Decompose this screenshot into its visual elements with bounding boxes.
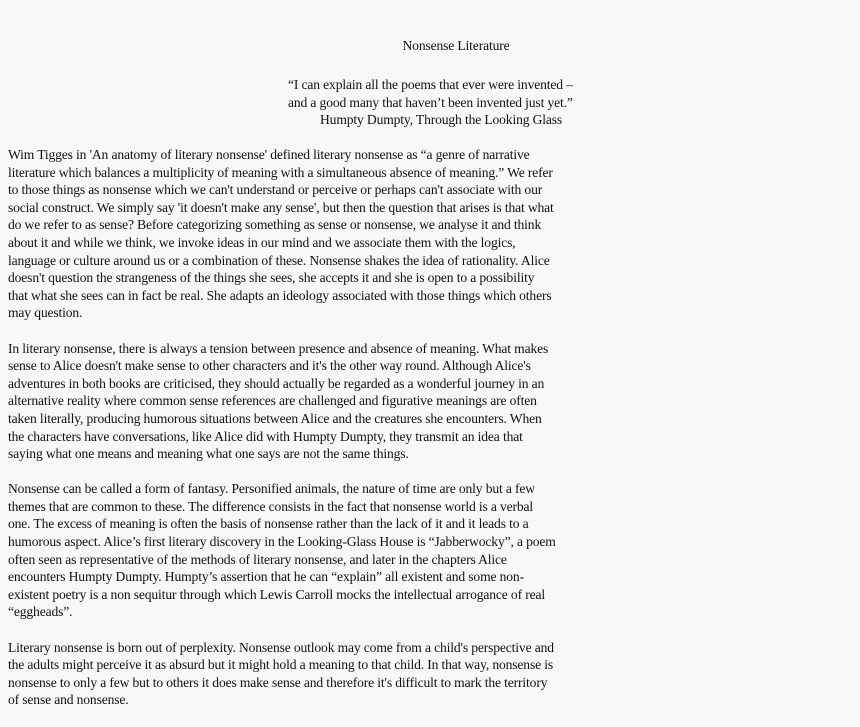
document-body	[8, 146, 848, 727]
text-line: doesn't question the strangeness of the things she sees, she accepts it and she is open to a possibility	[8, 270, 535, 286]
text-line: themes that are common to these. The difference consists in the fact that nonsense world is a verbal	[8, 498, 534, 514]
text-line: do we refer to as sense? Before categorizing something as sense or nonsense, we analyse it and think	[8, 217, 542, 233]
text-line: Wim Tigges in 'An anatomy of literary nonsense' defined literary nonsense as “a genre of narrative	[8, 147, 530, 162]
text-line: about it and while we think, we invoke ideas in our mind and we associate them with the logics,	[8, 234, 516, 250]
text-line: social construct. We simply say 'it doesn't make any sense', but then the question that arises is that what	[8, 199, 554, 215]
text-line: of sense and nonsense.	[8, 692, 129, 708]
text-line: language or culture around us or a combination of these. Nonsense shakes the idea of rationality. Alice	[8, 252, 550, 268]
epigraph-line: “I can explain all the poems that ever were invented –	[288, 77, 573, 92]
text-line: literature which balances a multiplicity of meaning with a simultaneous absence of meaning.” We refer	[8, 164, 553, 180]
text-line: alternative reality where common sense references are challenged and figurative meanings are often	[8, 393, 537, 409]
text-line: the characters have conversations, like Alice did with Humpty Dumpty, they transmit an idea that	[8, 428, 523, 444]
title-text: Nonsense Literature	[402, 38, 510, 53]
text-line: existent poetry is a non sequitur through which Lewis Carroll mocks the intellectual arrogance of real	[8, 586, 545, 602]
text-line: to those things as nonsense which we can't understand or perceive or perhaps can't associate with our	[8, 182, 543, 198]
paragraph-2	[8, 340, 848, 463]
text-line: humorous aspect. Alice’s first literary discovery in the Looking-Glass House is “Jabberwocky”, a poem	[8, 534, 556, 550]
text-line: In literary nonsense, there is always a tension between presence and absence of meaning. What makes	[8, 340, 549, 356]
text-line: the adults might perceive it as absurd but it might hold a meaning to that child. In that way, nonsense is	[8, 657, 553, 673]
paragraph-4	[8, 639, 848, 709]
text-line: that what she sees can in fact be real. She adapts an ideology associated with those things which others	[8, 287, 552, 303]
epigraph-quote	[288, 76, 573, 129]
document-title	[0, 38, 860, 54]
epigraph-attribution: Humpty Dumpty, Through the Looking Glass	[320, 112, 563, 128]
text-line: often seen as representative of the methods of literary nonsense, and later in the chapters Alice	[8, 551, 507, 567]
text-line: encounters Humpty Dumpty. Humpty’s assertion that he can “explain” all existent and some non-	[8, 569, 524, 585]
paragraph-1	[8, 146, 848, 322]
text-line: nonsense to only a few but to others it does make sense and therefore it's difficult to mark the territory	[8, 674, 548, 690]
text-line: “eggheads”.	[8, 604, 73, 620]
text-line: one. The excess of meaning is often the basis of nonsense rather than the lack of it and it leads to a	[8, 516, 529, 532]
text-line: Literary nonsense is born out of perplexity. Nonsense outlook may come from a child's perspective and	[8, 639, 554, 655]
text-line: sense to Alice doesn't make sense to other characters and it's the other way round. Although Alice's	[8, 358, 531, 374]
text-line: may question.	[8, 305, 83, 321]
text-line: Nonsense can be called a form of fantasy. Personified animals, the nature of time are only but a few	[8, 481, 535, 497]
epigraph-line: and a good many that haven’t been invented just yet.”	[288, 94, 573, 110]
text-line: saying what one means and meaning what one says are not the same things.	[8, 446, 409, 462]
paragraph-3	[8, 480, 848, 621]
text-line: taken literally, producing humorous situations between Alice and the creatures she encounters. When	[8, 410, 542, 426]
text-line: adventures in both books are criticised, they should actually be regarded as a wonderful journey in an	[8, 375, 545, 391]
